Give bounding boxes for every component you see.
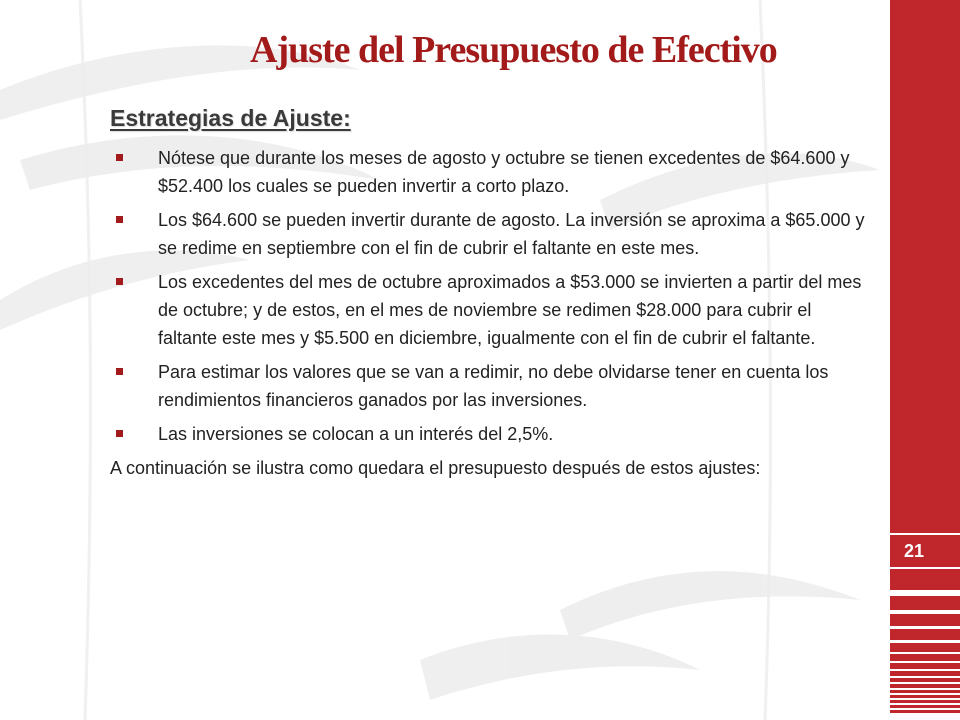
bullet-text: Los $64.600 se pueden invertir durante de agosto. La inversión se aproxima a $65.000 y se redime en septiembre con el fin de cubrir el faltante en este mes. bbox=[158, 210, 865, 258]
sidebar-stripe bbox=[890, 661, 960, 663]
bullet-text: Nótese que durante los meses de agosto y octubre se tienen excedentes de $64.600 y $52.400 los cuales se pueden invertir a corto plazo. bbox=[158, 148, 850, 196]
content-body bbox=[110, 104, 875, 482]
sidebar-stripe bbox=[890, 610, 960, 614]
sidebar-stripe bbox=[890, 713, 960, 720]
square-bullet-icon bbox=[116, 430, 123, 437]
sidebar-stripe bbox=[890, 652, 960, 654]
slide-title: Ajuste del Presupuesto de Efectivo bbox=[250, 29, 777, 71]
sidebar-stripe bbox=[890, 590, 960, 596]
square-bullet-icon bbox=[116, 154, 123, 161]
sidebar-stripe bbox=[890, 640, 960, 643]
square-bullet-icon bbox=[116, 278, 123, 285]
sidebar-stripe bbox=[890, 698, 960, 700]
bullet-item bbox=[110, 268, 875, 352]
bullet-item bbox=[110, 420, 875, 448]
bullet-text: Los excedentes del mes de octubre aproximados a $53.000 se invierten a partir del mes de octubre; y de estos, en el mes de noviembre se redimen $28.000 para cubrir el faltante este mes y $5.500 en diciembre, igualmente con el fin de cubrir el faltante. bbox=[158, 272, 862, 348]
bullet-list bbox=[110, 144, 875, 448]
closing-paragraph: A continuación se ilustra como quedara el presupuesto después de estos ajustes: bbox=[110, 458, 761, 478]
section-subtitle: Estrategias de Ajuste: bbox=[110, 105, 351, 131]
sidebar-stripe bbox=[890, 669, 960, 671]
square-bullet-icon bbox=[116, 216, 123, 223]
square-bullet-icon bbox=[116, 368, 123, 375]
bullet-text: Las inversiones se colocan a un interés del 2,5%. bbox=[158, 424, 554, 444]
sidebar-stripe bbox=[890, 567, 960, 569]
bullet-text: Para estimar los valores que se van a redimir, no debe olvidarse tener en cuenta los rendimientos financieros ganados por las inversiones. bbox=[158, 362, 829, 410]
bullet-item bbox=[110, 206, 875, 262]
bullet-item bbox=[110, 144, 875, 200]
sidebar-stripe bbox=[890, 676, 960, 678]
sidebar-stripe bbox=[890, 626, 960, 629]
sidebar-stripe bbox=[890, 708, 960, 710]
sidebar-stripe bbox=[890, 688, 960, 690]
sidebar-stripe bbox=[890, 703, 960, 705]
sidebar-stripe bbox=[890, 693, 960, 695]
sidebar-stripe bbox=[890, 533, 960, 535]
page-number: 21 bbox=[904, 541, 925, 561]
sidebar-stripe bbox=[890, 682, 960, 684]
bullet-item bbox=[110, 358, 875, 414]
